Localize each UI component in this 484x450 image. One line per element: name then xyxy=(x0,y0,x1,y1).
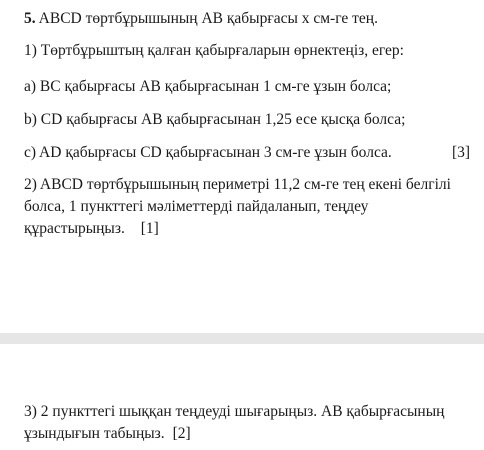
task-intro: ABCD төртбұрышының AB қабырғасы x см-ге тең. xyxy=(38,10,378,27)
part1-item-c: c) AD қабырғасы CD қабырғасынан 3 см-ге ұзын болса. xyxy=(24,144,392,161)
part3-line-2 xyxy=(24,425,191,443)
task-number: 5. xyxy=(24,10,36,27)
part1-mark: [3] xyxy=(452,144,471,161)
part3-line-1: 3) 2 пункттегі шыққан теңдеуді шығарыңыз. AB қабырғасының xyxy=(24,403,445,420)
part2-mark: [1] xyxy=(140,220,159,237)
part1-prompt: 1) Төртбұрыштың қалған қабырғаларын өрнектеңіз, егер: xyxy=(24,42,404,59)
part3-line-2-text: ұзындығын табыңыз. xyxy=(24,425,165,442)
part3-mark: [2] xyxy=(172,425,191,442)
part2-line-3-text: құрастырыңыз. xyxy=(24,220,125,237)
page-separator xyxy=(0,333,484,344)
part2-line-1: 2) ABCD төртбұрышының периметрі 11,2 см-ге тең екені белгілі xyxy=(24,176,451,193)
part2-line-2: болса, 1 пункттегі мәліметтерді пайдаланып, теңдеу xyxy=(24,198,369,215)
part2-line-3 xyxy=(24,220,159,238)
task-header xyxy=(24,10,378,28)
part1-item-b: b) CD қабырғасы AB қабырғасынан 1,25 есе қысқа болса; xyxy=(24,111,406,128)
part1-item-a: a) BC қабырғасы AB қабырғасынан 1 см-ге ұзын болса; xyxy=(24,78,392,95)
